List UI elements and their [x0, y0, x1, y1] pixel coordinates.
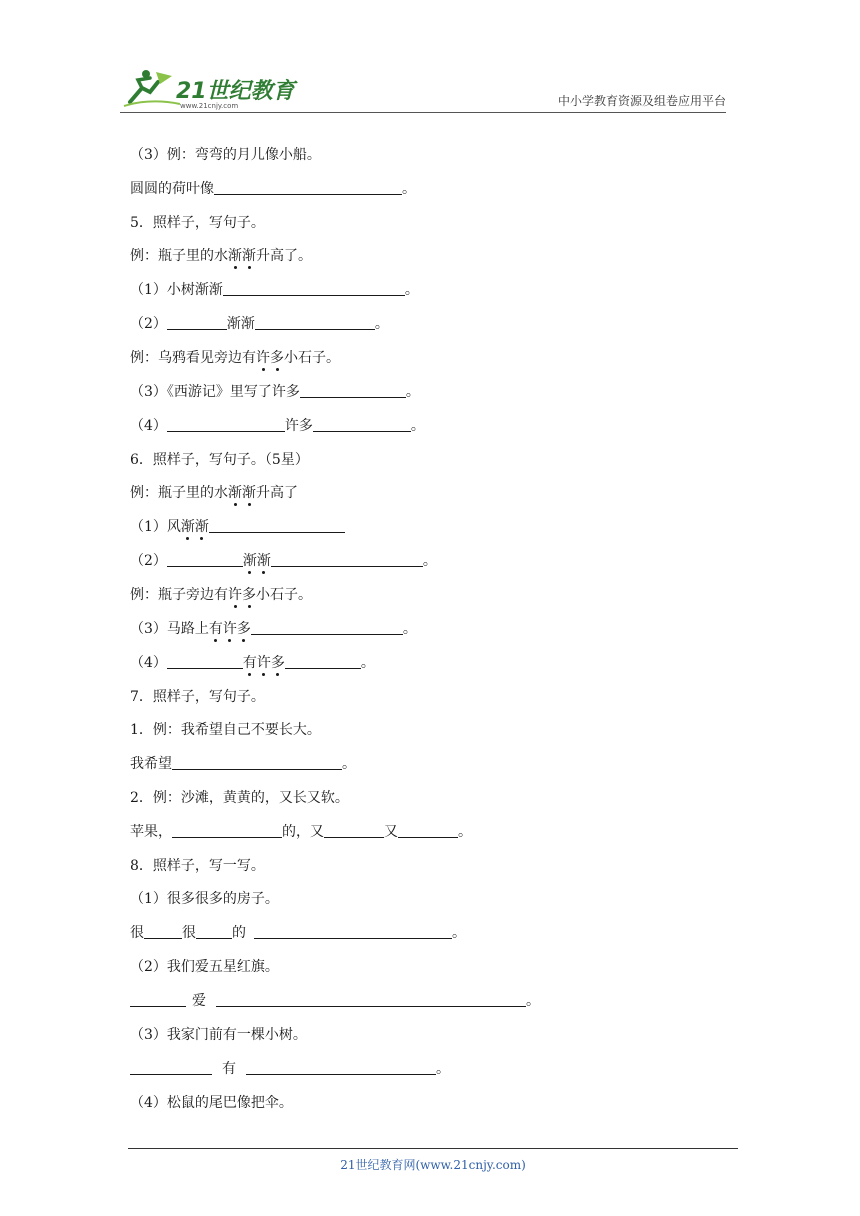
- emphasized-char: 渐: [228, 248, 242, 264]
- question-heading: [130, 687, 740, 720]
- line-text: 又: [384, 824, 398, 840]
- line-text: 有: [222, 1061, 236, 1077]
- answer-blank[interactable]: [324, 822, 384, 838]
- line-text: 6．照样子，写句子。（5星）: [130, 452, 309, 468]
- page-header: [120, 62, 726, 114]
- emphasized-char: 渐: [194, 519, 209, 535]
- answer-blank[interactable]: [167, 314, 227, 330]
- line-text: （3）我家门前有一棵小树。: [130, 1027, 307, 1043]
- answer-blank[interactable]: [300, 382, 406, 398]
- line-text: 渐渐: [226, 316, 255, 332]
- text-line: [130, 416, 740, 450]
- header-divider: [120, 112, 726, 113]
- text-line: [130, 1059, 740, 1093]
- text-line: [130, 145, 740, 179]
- text-line: [130, 551, 740, 585]
- line-text: （1）风: [130, 519, 181, 535]
- answer-blank[interactable]: [254, 923, 452, 939]
- line-text: 1．例：我希望自己不要长大。: [130, 722, 321, 738]
- line-text: 例：瓶子旁边有: [130, 587, 228, 603]
- answer-blank[interactable]: [167, 416, 285, 432]
- text-line: [130, 517, 740, 551]
- line-text: 升高了: [256, 485, 298, 501]
- line-text: 爱: [192, 993, 206, 1009]
- answer-blank[interactable]: [172, 822, 282, 838]
- line-text: 例：瓶子里的水: [130, 248, 228, 264]
- answer-blank[interactable]: [196, 923, 232, 939]
- example-line: [130, 246, 740, 280]
- line-text: 很: [182, 925, 196, 941]
- platform-name: 中小学教育资源及组卷应用平台: [557, 94, 726, 108]
- line-text: 8．照样子，写一写。: [130, 858, 265, 874]
- line-text: 5．照样子，写句子。: [130, 215, 265, 231]
- emphasized-char: 多: [236, 621, 251, 637]
- emphasized-char: 有: [208, 621, 223, 637]
- line-text: （2）我们爱五星红旗。: [130, 959, 279, 975]
- line-text: 。: [436, 1061, 450, 1077]
- line-text: 。: [402, 621, 417, 637]
- line-text: 7．照样子，写句子。: [130, 689, 265, 705]
- example-line: [130, 720, 740, 754]
- line-text: 2．例：沙滩，黄黄的，又长又软。: [130, 790, 349, 806]
- site-logo: [120, 62, 320, 112]
- line-text: 。: [342, 756, 356, 772]
- line-text: （4）松鼠的尾巴像把伞。: [130, 1095, 293, 1111]
- emphasized-char: 许: [222, 621, 237, 637]
- line-text: 圆圆的荷叶像: [130, 181, 214, 197]
- example-line: [130, 348, 740, 382]
- line-text: 苹果，: [130, 824, 172, 840]
- logo-subtext: www.21cnjy.com: [180, 102, 239, 110]
- example-line: [130, 1025, 740, 1059]
- line-text: 。: [526, 993, 540, 1009]
- line-text: （3）马路上: [130, 621, 209, 637]
- line-text: 。: [405, 384, 420, 400]
- answer-blank[interactable]: [167, 653, 243, 669]
- line-text: 很: [130, 925, 144, 941]
- logo-text: 21世纪教育: [176, 79, 295, 104]
- line-text: 的，又: [282, 824, 324, 840]
- answer-blank[interactable]: [271, 551, 423, 567]
- emphasized-char: 渐: [242, 485, 256, 501]
- emphasized-char: 渐: [256, 553, 271, 569]
- footer-link[interactable]: 21世纪教育网(www.21cnjy.com): [340, 1158, 526, 1172]
- line-text: 。: [422, 553, 437, 569]
- emphasized-char: 许: [256, 350, 270, 366]
- emphasized-char: 许: [256, 655, 271, 671]
- line-text: 小石子。: [256, 587, 312, 603]
- answer-blank[interactable]: [398, 822, 458, 838]
- example-line: [130, 483, 740, 517]
- answer-blank[interactable]: [255, 314, 375, 330]
- line-text: （1）小树渐渐: [130, 282, 223, 298]
- answer-blank[interactable]: [223, 280, 405, 296]
- text-line: [130, 619, 740, 653]
- answer-blank[interactable]: [313, 416, 411, 432]
- line-text: （3）例：弯弯的月儿像小船。: [130, 147, 321, 163]
- line-text: （4）: [130, 418, 167, 434]
- text-line: [130, 991, 740, 1025]
- emphasized-char: 多: [270, 350, 284, 366]
- emphasized-char: 渐: [228, 485, 242, 501]
- line-text: 小石子。: [284, 350, 340, 366]
- line-text: 例：乌鸦看见旁边有: [130, 350, 256, 366]
- text-line: [130, 382, 740, 416]
- line-text: 。: [458, 824, 472, 840]
- line-text: （2）: [130, 316, 167, 332]
- example-line: [130, 889, 740, 923]
- line-text: （4）: [130, 655, 167, 671]
- question-heading: [130, 856, 740, 889]
- line-text: （2）: [130, 553, 167, 569]
- exercise-content: [130, 145, 740, 1127]
- line-text: 升高了。: [256, 248, 312, 264]
- emphasized-char: 有: [242, 655, 257, 671]
- text-line: [130, 923, 740, 957]
- emphasized-char: 渐: [242, 553, 257, 569]
- answer-blank[interactable]: [209, 517, 345, 533]
- answer-blank[interactable]: [144, 923, 182, 939]
- question-heading: [130, 450, 740, 483]
- example-line: [130, 585, 740, 619]
- line-text: 。: [410, 418, 425, 434]
- text-line: [130, 314, 740, 348]
- line-text: 。: [402, 181, 416, 197]
- emphasized-char: 渐: [180, 519, 195, 535]
- answer-blank[interactable]: [285, 653, 361, 669]
- emphasized-char: 渐: [242, 248, 256, 264]
- answer-blank[interactable]: [246, 1059, 436, 1075]
- text-line: [130, 280, 740, 314]
- line-text: （3）《西游记》里写了许多: [130, 384, 300, 400]
- text-line: [130, 653, 740, 687]
- answer-blank[interactable]: [130, 991, 186, 1007]
- example-line: [130, 1093, 740, 1127]
- line-text: 。: [360, 655, 375, 671]
- line-text: 例：瓶子里的水: [130, 485, 228, 501]
- emphasized-char: 多: [242, 587, 256, 603]
- answer-blank[interactable]: [172, 754, 342, 770]
- emphasized-char: 多: [270, 655, 285, 671]
- line-text: （1）很多很多的房子。: [130, 891, 279, 907]
- answer-blank[interactable]: [130, 1059, 212, 1075]
- footer-divider: [128, 1148, 738, 1149]
- line-text: 。: [374, 316, 389, 332]
- answer-blank[interactable]: [167, 551, 243, 567]
- line-text: 。: [404, 282, 419, 298]
- answer-blank[interactable]: [251, 619, 403, 635]
- example-line: [130, 957, 740, 991]
- runner-icon: [124, 70, 180, 106]
- emphasized-char: 许: [228, 587, 242, 603]
- line-text: 我希望: [130, 756, 172, 772]
- line-text: 许多: [284, 418, 313, 434]
- line-text: 的: [232, 925, 246, 941]
- text-line: [130, 179, 740, 213]
- answer-blank[interactable]: [214, 179, 402, 195]
- answer-blank[interactable]: [216, 991, 526, 1007]
- example-line: [130, 788, 740, 822]
- question-heading: [130, 213, 740, 246]
- text-line: [130, 822, 740, 856]
- line-text: 。: [452, 925, 466, 941]
- text-line: [130, 754, 740, 788]
